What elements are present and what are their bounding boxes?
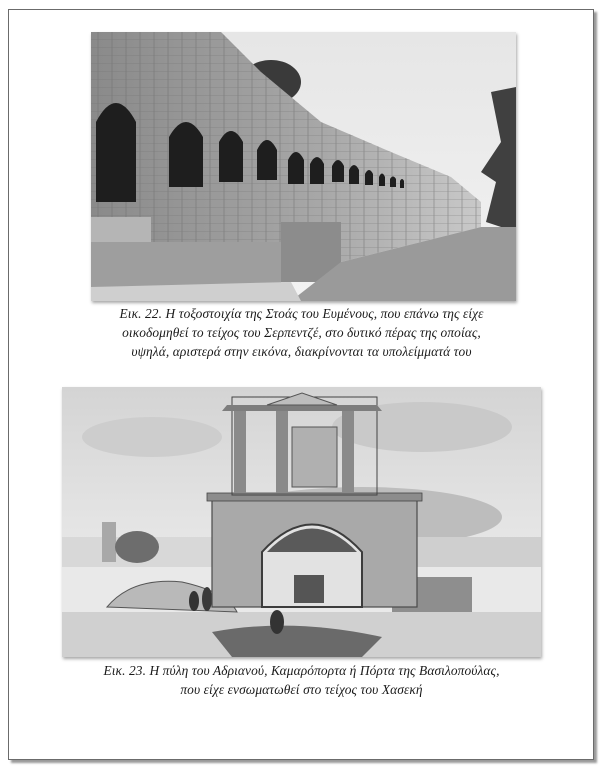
hadrians-gate-image	[62, 387, 541, 657]
caption-line: υψηλά, αριστερά στην εικόνα, διακρίνονται τα υπολείμματά του	[131, 344, 472, 359]
figure-22-photo	[91, 32, 516, 301]
figure-22-caption	[60, 304, 543, 361]
stoa-arcade-image	[91, 32, 516, 301]
caption-line: Εικ. 23. Η πύλη του Αδριανού, Καμαρόπορτα ή Πόρτα της Βασιλοπούλας,	[103, 663, 500, 678]
figure-23-illustration	[62, 387, 541, 657]
caption-line: Εικ. 22. Η τοξοστοιχία της Στοάς του Ευμένους, που επάνω της είχε	[119, 306, 484, 321]
figure-23-caption	[50, 661, 553, 699]
caption-line: οικοδομηθεί το τείχος του Σερπεντζέ, στο δυτικό πέρας της οποίας,	[122, 325, 481, 340]
caption-line: που είχε ενσωματωθεί στο τείχος του Χασεκή	[180, 682, 423, 697]
